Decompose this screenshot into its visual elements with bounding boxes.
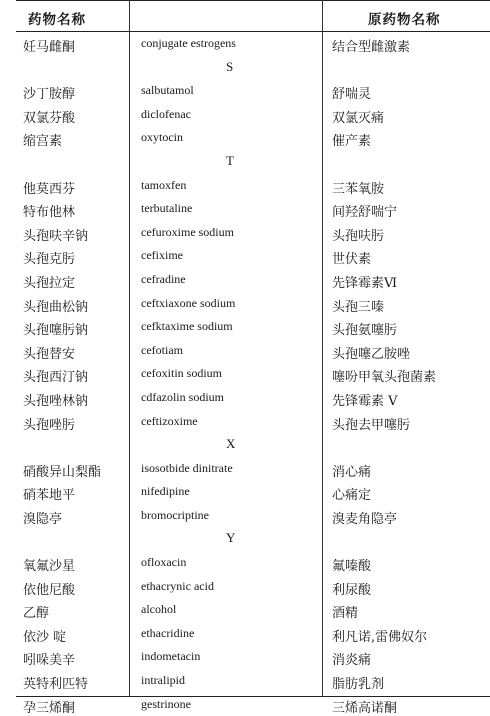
original-name-cell: 消炎痛 [332, 653, 372, 669]
table-row [16, 575, 490, 599]
drug-name-cell: 依他尼酸 [23, 582, 76, 598]
english-name-cell: cefuroxime sodium [141, 224, 234, 239]
drug-name-cell: 硝苯地平 [23, 488, 76, 504]
drug-name-cell: 头孢噻肟钠 [23, 323, 89, 339]
original-name-cell: 三烯高诺酮 [332, 700, 398, 716]
section-letter-row [16, 527, 490, 551]
drug-name-cell: 头孢曲松钠 [23, 299, 89, 315]
table-row [16, 362, 490, 386]
english-name-cell: cdfazolin sodium [141, 389, 224, 404]
header-original-name: 原药物名称 [368, 12, 441, 28]
table-row [16, 598, 490, 622]
english-name-cell: diclofenac [141, 106, 191, 121]
drug-name-cell: 头孢呋辛钠 [23, 228, 89, 244]
drug-name-cell: 吲哚美辛 [23, 653, 76, 669]
drug-name-cell: 孕三烯酮 [23, 700, 76, 716]
english-name-cell: bromocriptine [141, 507, 209, 522]
drug-name-cell: 妊马雌酮 [23, 40, 76, 55]
english-name-cell: ofloxacin [141, 555, 187, 570]
original-name-cell: 双氯灭痛 [332, 110, 385, 126]
drug-name-cell: 依沙 啶 [23, 629, 67, 645]
section-letter: X [226, 436, 236, 452]
original-name-cell: 头孢噻乙胺唑 [332, 346, 411, 362]
section-letter-row [16, 433, 490, 457]
original-name-cell: 先锋霉素Ⅵ [332, 275, 398, 291]
english-name-cell: intralipid [141, 673, 185, 688]
drug-name-cell: 头孢唑林钠 [23, 393, 89, 409]
original-name-cell: 舒喘灵 [332, 87, 372, 103]
original-name-cell: 头孢氨噻肟 [332, 323, 398, 339]
drug-name-cell: 英特利匹特 [23, 677, 89, 693]
drug-name-cell: 缩宫素 [23, 134, 63, 150]
original-name-cell: 利凡诺,雷佛奴尔 [332, 629, 428, 645]
table-row [16, 410, 490, 434]
english-name-cell: ethacridine [141, 625, 195, 640]
drug-name-cell: 头孢克肟 [23, 252, 76, 268]
table-row [16, 174, 490, 198]
original-name-cell: 消心痛 [332, 464, 372, 480]
drug-name-cell: 头孢替安 [23, 346, 76, 362]
english-name-cell: cefradine [141, 271, 186, 286]
section-letter: T [226, 152, 234, 168]
table-row [16, 221, 490, 245]
original-name-cell: 先锋霉素 V [332, 393, 398, 409]
table-row [16, 457, 490, 481]
original-name-cell: 利尿酸 [332, 582, 372, 598]
table-header [16, 0, 490, 31]
drug-name-cell: 头孢唑肟 [23, 417, 76, 433]
header-drug-name: 药物名称 [28, 12, 86, 28]
original-name-cell: 噻吩甲氧头孢菌素 [332, 370, 437, 386]
table-row [16, 551, 490, 575]
section-letter: S [226, 58, 234, 74]
drug-name-cell: 他莫西芬 [23, 181, 76, 197]
original-name-cell: 头孢呋肟 [332, 228, 385, 244]
english-name-cell: isosotbide dinitrate [141, 460, 233, 475]
drug-name-cell: 双氯芬酸 [23, 110, 76, 126]
table-row [16, 103, 490, 127]
section-letter: Y [226, 530, 236, 546]
original-name-cell: 脂肪乳剂 [332, 677, 385, 693]
table-body [16, 32, 490, 716]
drug-name-cell: 硝酸异山梨酯 [23, 464, 102, 480]
table-row [16, 386, 490, 410]
english-name-cell: cefoxitin sodium [141, 366, 222, 381]
english-name-cell: ethacrynic acid [141, 578, 214, 593]
english-name-cell: nifedipine [141, 484, 190, 499]
table-row [16, 645, 490, 669]
original-name-cell: 结合型雌激素 [332, 40, 411, 55]
drug-name-cell: 沙丁胺醇 [23, 87, 76, 103]
section-letter-row [16, 150, 490, 174]
english-name-cell: oxytocin [141, 130, 183, 145]
original-name-cell: 世伏素 [332, 252, 372, 268]
english-name-cell: alcohol [141, 602, 177, 617]
english-name-cell: terbutaline [141, 201, 193, 216]
drug-name-cell: 头孢拉定 [23, 275, 76, 291]
table-row [16, 126, 490, 150]
section-letter-row [16, 56, 490, 80]
drug-name-cell: 头孢西汀钠 [23, 370, 89, 386]
english-name-cell: salbutamol [141, 83, 194, 98]
drug-name-cell: 特布他林 [23, 205, 76, 221]
original-name-cell: 心痛定 [332, 488, 372, 504]
original-name-cell: 三苯氧胺 [332, 181, 385, 197]
english-name-cell: cefktaxime sodium [141, 319, 233, 334]
original-name-cell: 头孢三嗪 [332, 299, 385, 315]
table-row [16, 669, 490, 693]
original-name-cell: 间羟舒喘宁 [332, 205, 398, 221]
drug-name-table [16, 0, 490, 716]
original-name-cell: 溴麦角隐亭 [332, 511, 398, 527]
table-row [16, 339, 490, 363]
english-name-cell: conjugate estrogens [141, 36, 236, 50]
english-name-cell: tamoxfen [141, 177, 187, 192]
english-name-cell: cefotiam [141, 342, 183, 357]
table-row [16, 79, 490, 103]
table-row [16, 480, 490, 504]
table-row [16, 622, 490, 646]
english-name-cell: ceftxiaxone sodium [141, 295, 236, 310]
english-name-cell: ceftizoxime [141, 413, 198, 428]
drug-name-cell: 氧氟沙星 [23, 559, 76, 575]
original-name-cell: 氟嗪酸 [332, 559, 372, 575]
table-row [16, 504, 490, 528]
english-name-cell: indometacin [141, 649, 201, 664]
table-row [16, 197, 490, 221]
table-row [16, 32, 490, 56]
english-name-cell: gestrinone [141, 696, 191, 711]
original-name-cell: 酒精 [332, 606, 359, 622]
table-row [16, 292, 490, 316]
table-row [16, 315, 490, 339]
english-name-cell: cefixime [141, 248, 183, 263]
original-name-cell: 催产素 [332, 134, 372, 150]
drug-name-cell: 溴隐亭 [23, 511, 63, 527]
table-row [16, 244, 490, 268]
original-name-cell: 头孢去甲噻肟 [332, 417, 411, 433]
drug-name-cell: 乙醇 [23, 606, 50, 622]
table-row [16, 268, 490, 292]
